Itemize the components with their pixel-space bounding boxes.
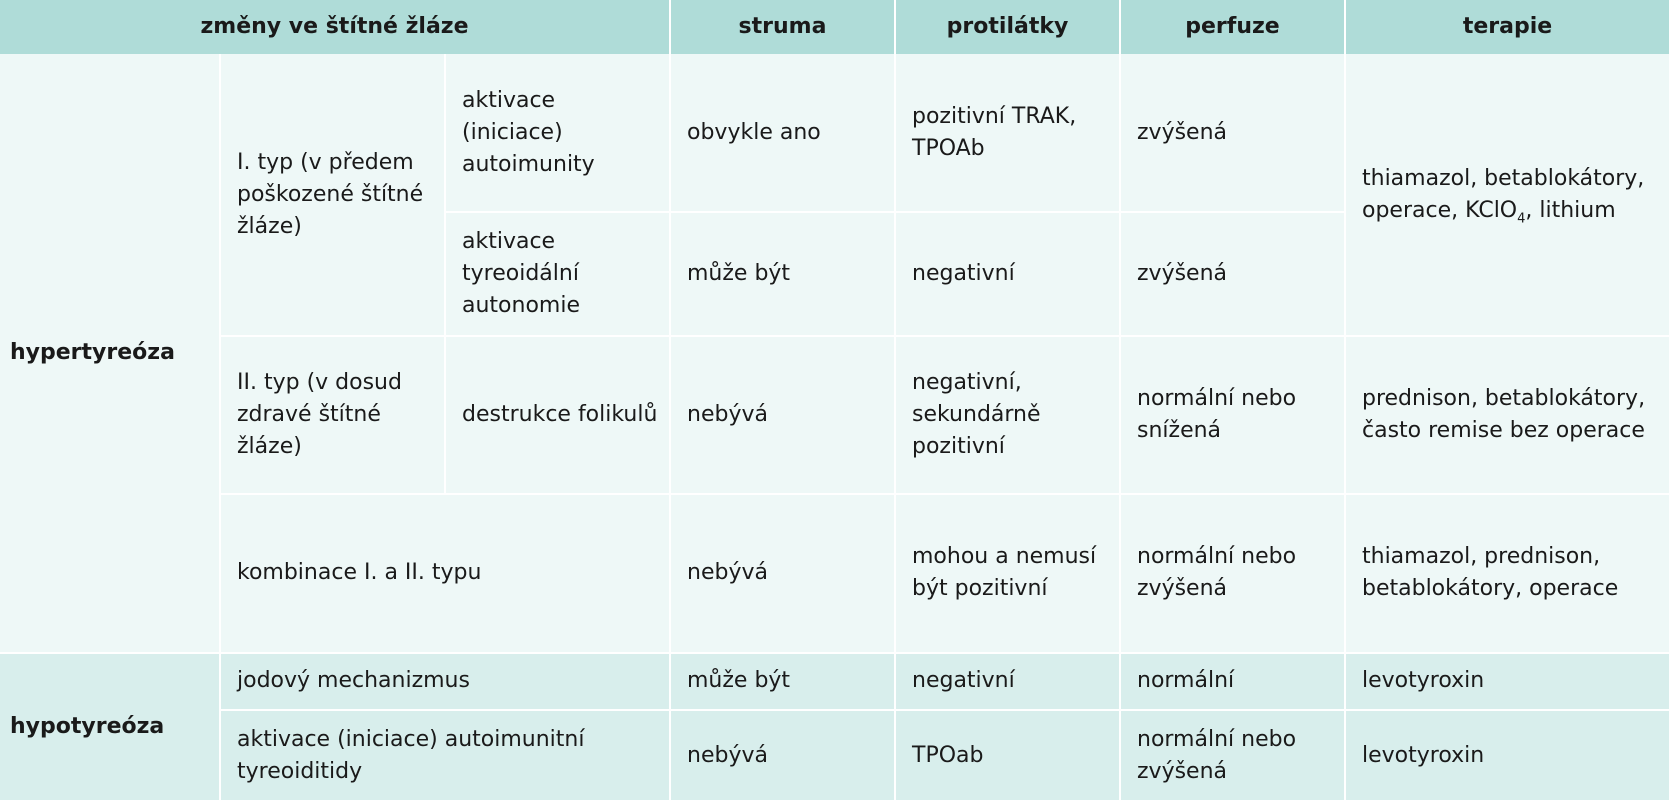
therapy-cell: thiamazol, prednison, betablokátory, operace: [1345, 494, 1669, 652]
mechanism-cell: aktivace (iniciace) autoimunitní tyreoiditidy: [220, 710, 670, 800]
therapy-cell: levotyroxin: [1345, 710, 1669, 800]
therapy-cell: prednison, betablokátory, často remise bez operace: [1345, 336, 1669, 494]
antibodies-cell: negativní, sekundárně pozitivní: [895, 336, 1120, 494]
antibodies-cell: TPOab: [895, 710, 1120, 800]
antibodies-cell: pozitivní TRAK, TPOAb: [895, 54, 1120, 212]
header-changes: změny ve štítné žláze: [0, 0, 670, 54]
header-struma: struma: [670, 0, 895, 54]
table-row: [0, 494, 1669, 652]
hypotyreoza-label: hypotyreóza: [0, 653, 220, 800]
perfusion-cell: zvýšená: [1120, 54, 1345, 212]
mechanism-cell: aktivace tyreoidální autonomie: [445, 212, 670, 336]
perfusion-cell: normální nebo snížená: [1120, 336, 1345, 494]
header-perfusion: perfuze: [1120, 0, 1345, 54]
struma-cell: obvykle ano: [670, 54, 895, 212]
struma-cell: nebývá: [670, 710, 895, 800]
perfusion-cell: normální: [1120, 653, 1345, 711]
therapy-subscript: 4: [1517, 210, 1526, 226]
therapy-cell: levotyroxin: [1345, 653, 1669, 711]
header-antibodies: protilátky: [895, 0, 1120, 54]
therapy-cell: [1345, 54, 1669, 336]
mechanism-cell: aktivace (iniciace) autoimunity: [445, 54, 670, 212]
table-row: [0, 710, 1669, 800]
type1-label: I. typ (v předem poškozené štítné žláze): [220, 54, 445, 336]
struma-cell: může být: [670, 653, 895, 711]
perfusion-cell: normální nebo zvýšená: [1120, 494, 1345, 652]
therapy-text: thiamazol, betablokátory, operace, KClO: [1362, 165, 1645, 223]
hypertyreoza-label: hypertyreóza: [0, 54, 220, 653]
struma-cell: nebývá: [670, 494, 895, 652]
antibodies-cell: negativní: [895, 212, 1120, 336]
antibodies-cell: negativní: [895, 653, 1120, 711]
header-therapy: terapie: [1345, 0, 1669, 54]
perfusion-cell: normální nebo zvýšená: [1120, 710, 1345, 800]
table-row: [0, 336, 1669, 494]
struma-cell: nebývá: [670, 336, 895, 494]
table-row: [0, 653, 1669, 711]
therapy-text-end: , lithium: [1525, 197, 1616, 223]
antibodies-cell: mohou a nemusí být pozitivní: [895, 494, 1120, 652]
combo-label: kombinace I. a II. typu: [220, 494, 670, 652]
table-row: [0, 54, 1669, 212]
mechanism-cell: destrukce folikulů: [445, 336, 670, 494]
header-row: [0, 0, 1669, 54]
struma-cell: může být: [670, 212, 895, 336]
perfusion-cell: zvýšená: [1120, 212, 1345, 336]
type2-label: II. typ (v dosud zdravé štítné žláze): [220, 336, 445, 494]
mechanism-cell: jodový mechanizmus: [220, 653, 670, 711]
